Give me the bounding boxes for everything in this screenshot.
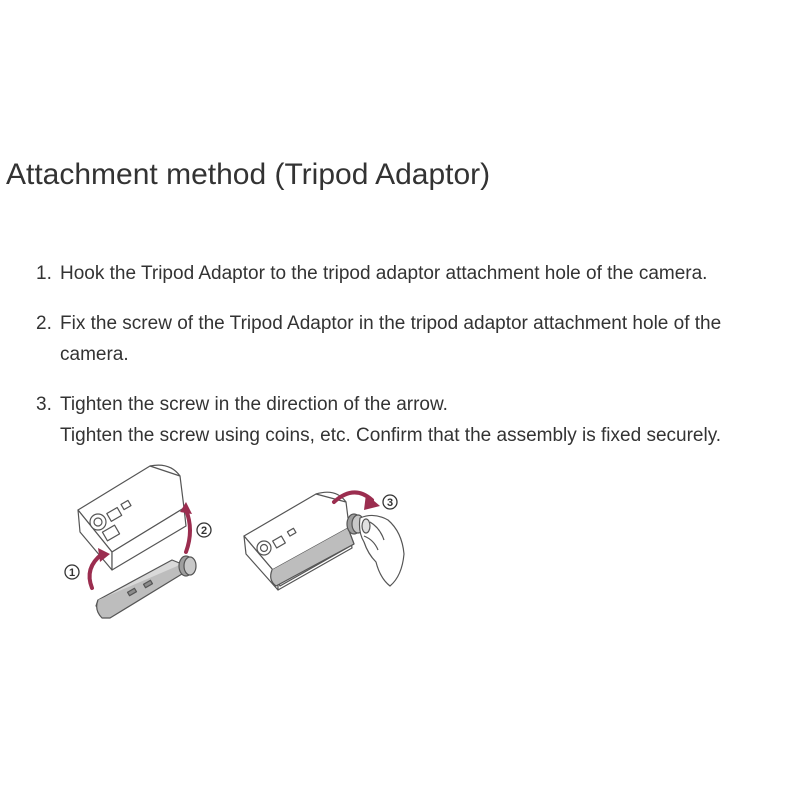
steps-list — [36, 258, 796, 470]
step-item — [36, 258, 796, 289]
step-number: 1. — [36, 263, 52, 284]
callout-2 — [197, 523, 211, 537]
step-text: Hook the Tripod Adaptor to the tripod adaptor attachment hole of the camera. — [60, 263, 708, 284]
callout-2-label: 2 — [200, 525, 208, 537]
step-number: 3. — [36, 394, 52, 415]
callout-3-label: 3 — [386, 497, 394, 509]
attachment-illustration — [58, 458, 418, 628]
hand-drawing — [360, 515, 405, 586]
callout-3 — [383, 495, 397, 509]
callout-1-label: 1 — [68, 567, 76, 579]
fix-screw-arrow — [186, 510, 190, 552]
step-text-continued: camera. — [60, 344, 129, 365]
step-note: Tighten the screw using coins, etc. Confirm that the assembly is fixed securely. — [60, 425, 722, 446]
step-item — [36, 308, 796, 370]
step-number: 2. — [36, 313, 52, 334]
callout-1 — [65, 565, 79, 579]
camera-drawing-left — [78, 465, 186, 570]
page-title: Attachment method (Tripod Adaptor) — [6, 158, 491, 191]
illustration-svg — [58, 458, 418, 628]
tighten-arrow-head — [364, 494, 380, 510]
step-text: Tighten the screw in the direction of the arrow. — [60, 394, 448, 415]
step-item — [36, 389, 796, 451]
step-text: Fix the screw of the Tripod Adaptor in the tripod adaptor attachment hole of the — [60, 313, 722, 334]
